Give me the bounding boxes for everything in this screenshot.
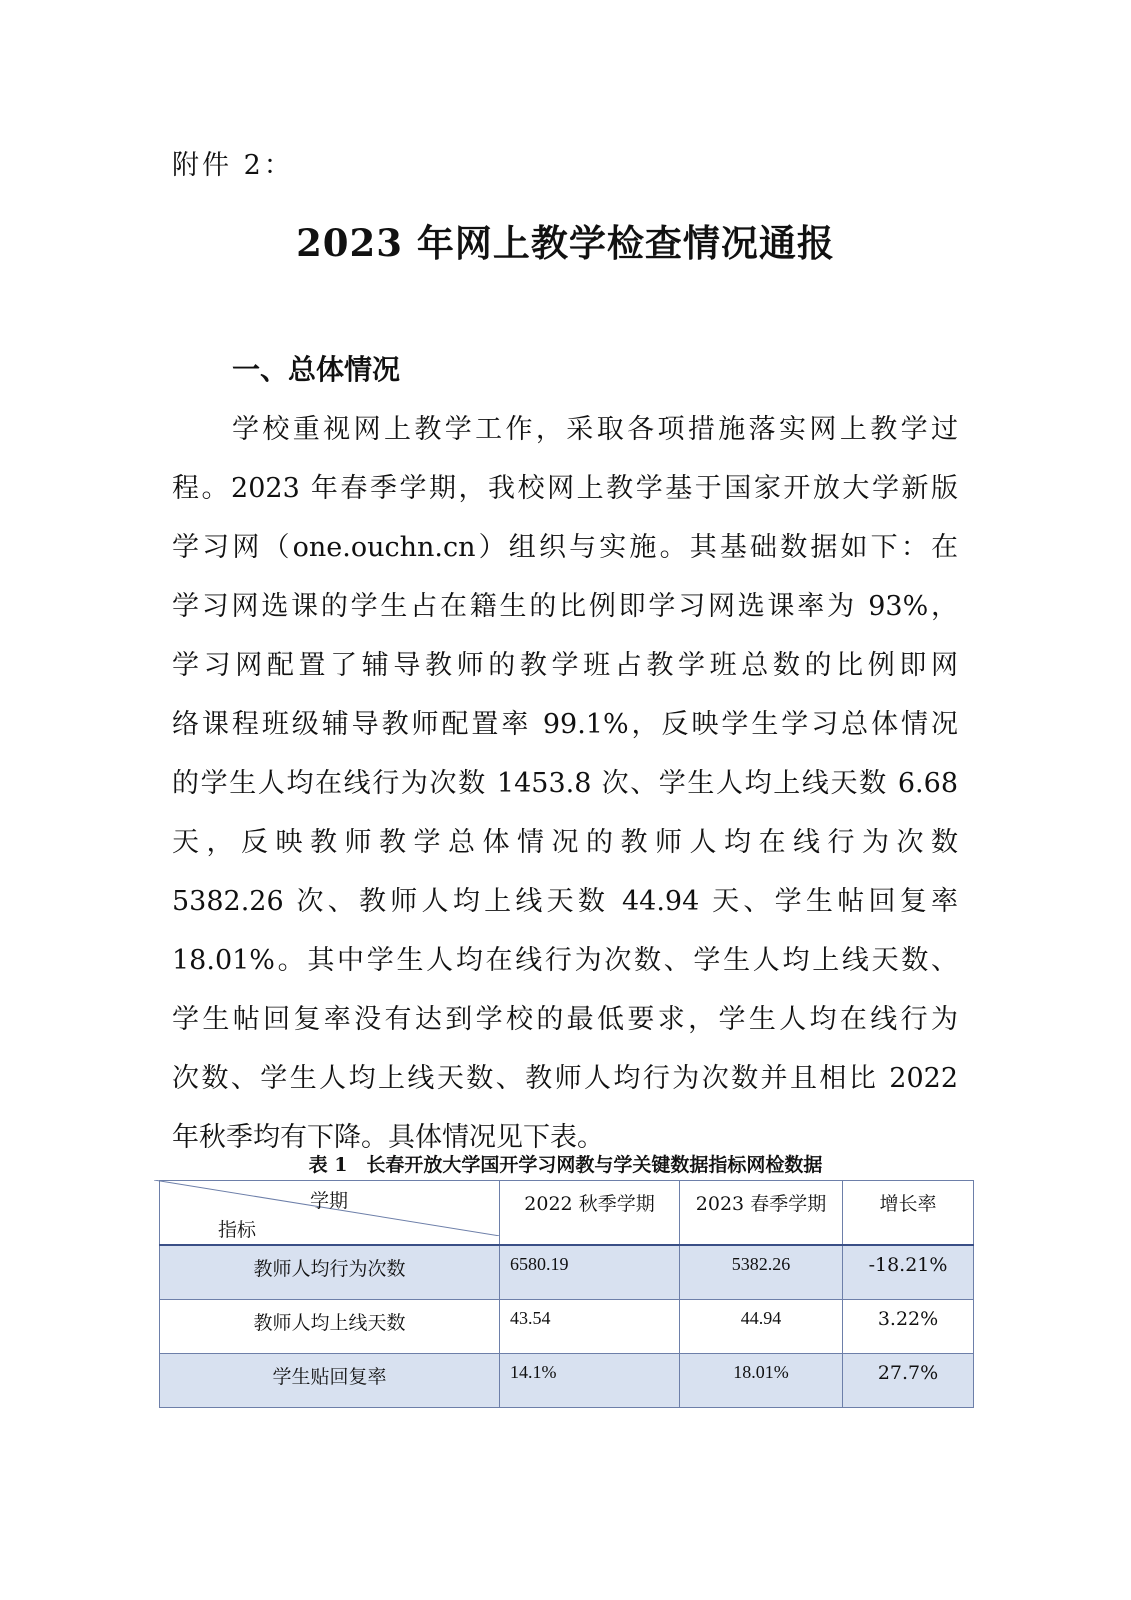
paragraph-line: 学习网（one.ouchn.cn）组织与实施。其基础数据如下：在	[172, 532, 958, 563]
growth-rate-value: -18.21%	[843, 1245, 974, 1300]
document-title: 2023 年网上教学检查情况通报	[296, 221, 835, 265]
section-heading: 一、总体情况	[232, 353, 401, 386]
header-spring-2023: 2023 春季学期	[680, 1181, 843, 1246]
indicator-cell: 教师人均上线天数	[160, 1300, 500, 1354]
paragraph-line: 程。2023 年春季学期，我校网上教学基于国家开放大学新版	[172, 473, 958, 504]
spring-2023-value: 18.01%	[680, 1354, 843, 1408]
header-term-label: 学期	[310, 1190, 349, 1212]
growth-rate-value: 27.7%	[843, 1354, 974, 1408]
data-table	[159, 1180, 974, 1408]
paragraph-line: 的学生人均在线行为次数 1453.8 次、学生人均上线天数 6.68	[172, 768, 958, 799]
table-row	[160, 1245, 974, 1300]
header-growth-rate: 增长率	[843, 1181, 974, 1246]
table-caption: 表 1 长春开放大学国开学习网教与学关键数据指标网检数据	[308, 1154, 823, 1176]
paragraph-line: 学生帖回复率没有达到学校的最低要求，学生人均在线行为	[172, 1004, 958, 1035]
paragraph-line: 学习网选课的学生占在籍生的比例即学习网选课率为 93%，	[172, 591, 958, 622]
table-corner-cell	[160, 1181, 500, 1246]
paragraph-line: 18.01%。其中学生人均在线行为次数、学生人均上线天数、	[172, 945, 958, 976]
paragraph-line: 天，反映教师教学总体情况的教师人均在线行为次数	[172, 827, 958, 858]
paragraph-line: 5382.26 次、教师人均上线天数 44.94 天、学生帖回复率	[172, 886, 958, 917]
paragraph-line: 学习网配置了辅导教师的教学班占教学班总数的比例即网	[172, 650, 958, 681]
fall-2022-value: 43.54	[500, 1300, 680, 1354]
table-row	[160, 1354, 974, 1408]
paragraph-line: 络课程班级辅导教师配置率 99.1%，反映学生学习总体情况	[172, 709, 958, 740]
growth-rate-value: 3.22%	[843, 1300, 974, 1354]
indicator-cell: 教师人均行为次数	[160, 1245, 500, 1300]
header-fall-2022: 2022 秋季学期	[500, 1181, 680, 1246]
fall-2022-value: 14.1%	[500, 1354, 680, 1408]
spring-2023-value: 5382.26	[680, 1245, 843, 1300]
header-indicator-label: 指标	[218, 1219, 257, 1241]
indicator-cell: 学生贴回复率	[160, 1354, 500, 1408]
spring-2023-value: 44.94	[680, 1300, 843, 1354]
attachment-label: 附件 2：	[172, 150, 294, 181]
body-paragraph	[172, 400, 958, 1167]
fall-2022-value: 6580.19	[500, 1245, 680, 1300]
paragraph-line: 学校重视网上教学工作，采取各项措施落实网上教学过	[232, 414, 958, 445]
table-row	[160, 1300, 974, 1354]
table-header-row	[160, 1181, 974, 1246]
paragraph-line: 次数、学生人均上线天数、教师人均行为次数并且相比 2022	[172, 1063, 958, 1094]
paragraph-line: 年秋季均有下降。具体情况见下表。	[172, 1122, 604, 1153]
